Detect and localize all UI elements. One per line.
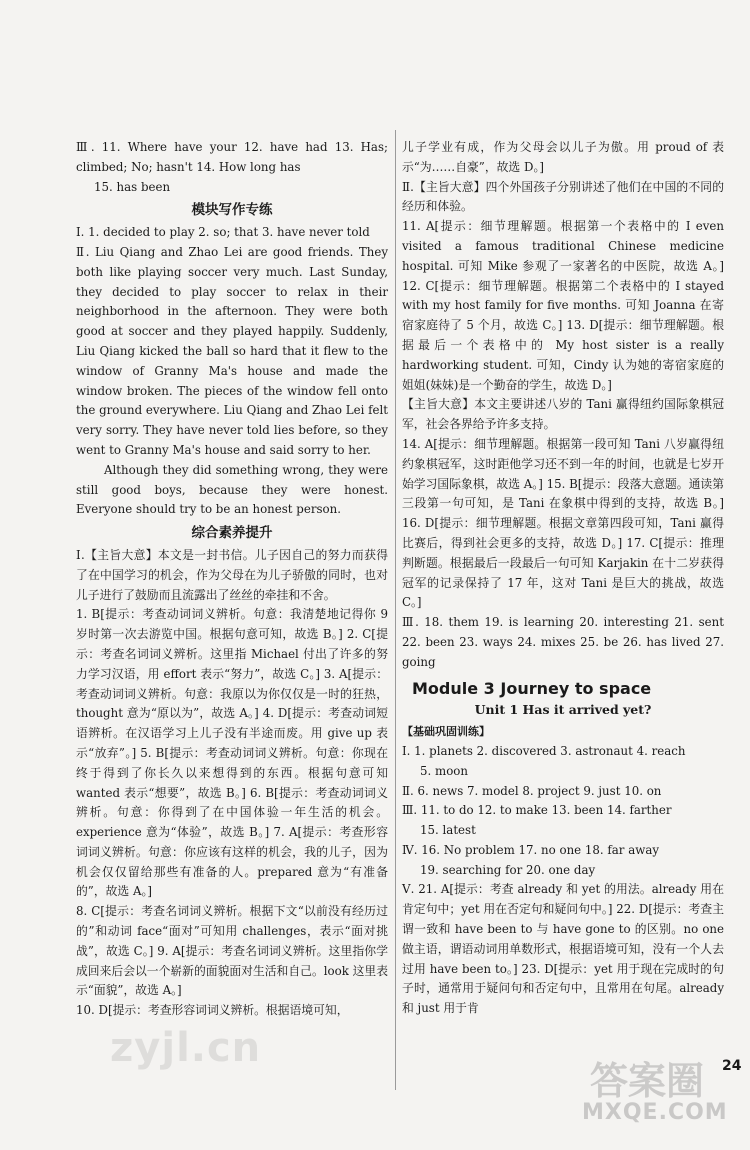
watermark-site: zyjl.cn — [110, 1025, 262, 1071]
answer-line: Ⅰ. 1. decided to play 2. so; that 3. have never told — [76, 225, 370, 240]
module-title: Module 3 Journey to space — [412, 678, 652, 698]
right-column — [402, 138, 724, 1019]
answer-explanation: 11. A[提示：细节理解题。根据第一个表格中的 I even visited a famous traditional Chinese medicine hospital. 可知 Mike 参观了一家著名的中医院，故选 A。] 12. C[提示：细节理解题。根据第二个表格中的 I stayed with my host family for five months. 可知 Joanna 在寄宿家庭待了 5 个月，故选 C。] 13. D[提示：细节理解题。根据最后一个表格中的 My host sister is a really hardworking student. 可知，Cindy 认为她的寄宿家庭的姐姐(妹妹)是一个勤奋的学生，故选 D。] — [402, 219, 724, 392]
answer-line: Ⅲ. 18. them 19. is learning 20. interesting 21. sent 22. been 23. ways 24. mixes 25. be 26. has lived 27. going — [402, 615, 724, 669]
answer-explanation: 儿子学业有成，作为父母会以儿子为傲。用 proud of 表示“为……自豪”，故选 D。] — [402, 140, 724, 174]
answer-explanation: 10. D[提示：考查形容词词义辨析。根据语境可知， — [76, 1003, 349, 1018]
answer-line: Ⅰ. 1. planets 2. discovered 3. astronaut 4. reach — [402, 743, 686, 758]
answer-explanation: 14. A[提示：细节理解题。根据第一段可知 Tani 八岁赢得纽约象棋冠军，这时距他学习还不到一年的时间，也就是七岁开始学习国际象棋，故选 A。] 15. B[提示：段落大意题。通读第三段第一句可知，是 Tani 在象棋中得到的支持，故选 B。] 16. D[提示：细节理解题。根据文章第四段可知，Tani 赢得比赛后，得到社会更多的支持，故选 D。] 17. C[提示：推理判断题。根据最后一段最后一句可知 Karjakin 在十二岁获得冠军的记录保持了 17 年，这对 Tani 是巨大的挑战，故选 C。] — [402, 436, 724, 610]
answer-line: 5. moon — [420, 763, 468, 778]
answer-line: 15. latest — [420, 823, 476, 838]
answer-explanation: 1. B[提示：考查动词词义辨析。句意：我清楚地记得你 9 岁时第一次去游览中国。根据句意可知，故选 B。] 2. C[提示：考查名词词义辨析。这里指 Michael 付出了许多的努力学习汉语，用 effort 表示“努力”，故选 C。] 3. A[提示：考查动词词义辨析。句意：我原以为你仅仅是一时的狂热，thought 意为“原以为”，故选 A。] 4. D[提示：考查动词短语辨析。在汉语学习上儿子没有半途而废。用 give up 表示“放弃”。] 5. B[提示：考查动词词义辨析。句意：你现在终于得到了你长久以来想得到的东西。根据句意可知 wanted 表示“想要”，故选 B。] 6. B[提示：考查动词词义辨析。句意：你得到了在中国体验一年生活的机会。experience 意为“体验”，故选 B。] 7. A[提示：考查形容词词义辨析。句意：你应该有这样的机会，我的儿子，因为机会仅仅留给那些有准备的人。prepared 意为“有准备的”，故选 A。] — [76, 607, 388, 899]
section-title: 模块写作专练 — [191, 202, 273, 219]
answer-line: Ⅱ. 6. news 7. model 8. project 9. just 10. on — [402, 783, 662, 798]
essay-paragraph: Although they did something wrong, they were still good boys, because they were honest. Everyone should try to be an honest person. — [76, 462, 388, 517]
answer-line: 19. searching for 20. one day — [420, 862, 596, 877]
column-divider — [395, 130, 396, 1090]
unit-title: Unit 1 Has it arrived yet? — [474, 702, 652, 718]
answer-line: Ⅲ. 11. Where have your 12. have had 13. Has; climbed; No; hasn't 14. How long has — [76, 140, 388, 174]
subsection-title: 【基础巩固训练】 — [402, 725, 490, 739]
answer-explanation: 8. C[提示：考查名词词义辨析。根据下文“以前没有经历过的”和动词 face“面对”可知用 challenges，表示“面对挑战”，故选 C。] 9. A[提示：考查名词词义辨析。这里指你学成回来后会以一个崭新的面貌面对生活和自己。look 这里表示“面貌”，故选 A。] — [76, 904, 389, 998]
watermark-site-2: MXQE.COM — [582, 1100, 728, 1125]
answer-line: Ⅲ. 11. to do 12. to make 13. been 14. farther — [402, 803, 672, 818]
answer-line: Ⅳ. 16. No problem 17. no one 18. far away — [402, 842, 660, 857]
answer-explanation: Ⅴ. 21. A[提示：考查 already 和 yet 的用法。already 用在肯定句中；yet 用在否定句和疑问句中。] 22. D[提示：考查主谓一致和 have been to 与 have gone to 的区别。no one 做主语，谓语动词用单数形式，根据语境可知，没有一个人去过用 have been to。] 23. D[提示：yet 用于现在完成时的句子时，通常用于疑问句和否定句中，且常用在句尾。already 和 just 用于肯 — [402, 882, 724, 1016]
essay-paragraph: Ⅱ. Liu Qiang and Zhao Lei are good friends. They both like playing soccer very much. Last Sunday, they decided to play soccer to relax in their neighborhood in the afternoon. They were both good at soccer and they played happily. Suddenly, Liu Qiang kicked the ball so hard that it flew to the window of Granny Ma's house and made the window broken. The pieces of the window fell onto the ground everywhere. Liu Qiang and Zhao Lei felt very sorry. They have never told lies before, so they went to Granny Ma's house and said sorry to her. — [76, 244, 388, 457]
left-column — [76, 138, 388, 1021]
watermark-logo: 答案圈 — [590, 1059, 705, 1103]
answer-line: 15. has been — [94, 179, 171, 194]
page-number: 24 — [722, 1058, 742, 1074]
main-idea: Ⅱ.【主旨大意】四个外国孩子分别讲述了他们在中国的不同的经历和体验。 — [402, 179, 724, 214]
section-title: 综合素养提升 — [191, 525, 273, 542]
main-idea: Ⅰ.【主旨大意】本文是一封书信。儿子因自己的努力而获得了在中国学习的机会，作为父母在为儿子骄傲的同时，也对儿子进行了鼓励而且流露出了丝丝的牵挂和不舍。 — [76, 547, 388, 602]
main-idea: 【主旨大意】本文主要讲述八岁的 Tani 赢得纽约国际象棋冠军，社会各界给予许多支持。 — [402, 397, 724, 432]
